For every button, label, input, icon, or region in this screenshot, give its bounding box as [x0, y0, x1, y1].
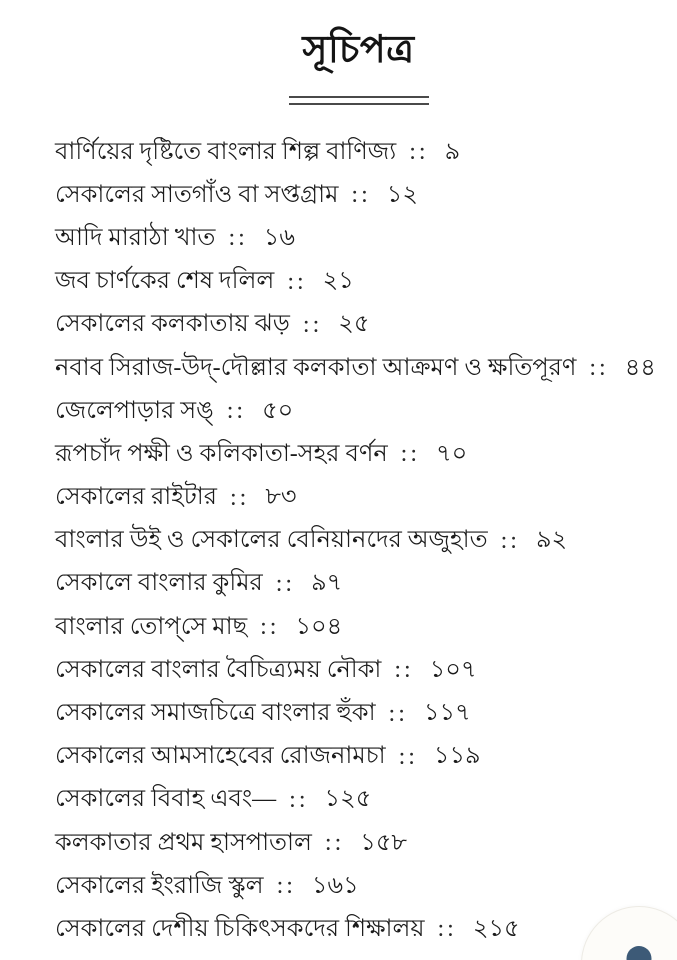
- toc-entry: [55, 908, 657, 951]
- toc-entry-page: ১১৯: [433, 743, 481, 770]
- toc-entry: [55, 390, 657, 433]
- toc-entry-title: সেকালের বাংলার বৈচিত্র্যময় নৌকা: [55, 656, 382, 683]
- toc-entry-page: ১৬১: [311, 872, 359, 899]
- toc-entry: [55, 131, 657, 174]
- toc-entry: [55, 563, 657, 606]
- title-underline: [289, 96, 429, 105]
- toc-separator: ::: [398, 743, 418, 770]
- toc-separator: ::: [351, 182, 371, 209]
- toc-entry-page: ১০৭: [429, 656, 477, 683]
- toc-separator: ::: [226, 398, 247, 425]
- toc-separator: ::: [388, 700, 408, 727]
- toc-entry-title: বাংলার উই ও সেকালের বেনিয়ানদের অজুহাত: [55, 527, 488, 554]
- toc-separator: ::: [589, 355, 609, 382]
- toc-separator: ::: [260, 614, 280, 641]
- toc-entry-page: ১২: [386, 181, 418, 208]
- toc-separator: ::: [302, 311, 323, 338]
- toc-entry: [55, 649, 657, 692]
- toc-entry-title: সেকালের সমাজচিত্রে বাংলার হুঁকা: [55, 700, 376, 727]
- toc-entry-page: ১৫৮: [360, 829, 407, 856]
- toc-entry-title: সেকালের আমসাহেবের রোজনামচা: [55, 743, 386, 770]
- toc-entry-title: সেকালে বাংলার কুমির: [55, 570, 263, 597]
- toc-separator: ::: [400, 441, 421, 468]
- toc-separator: ::: [437, 916, 457, 943]
- toc-entry-page: ১৬: [263, 224, 295, 251]
- toc-entry-title: কলকাতার প্রথম হাসপাতাল: [55, 829, 312, 856]
- toc-separator: ::: [324, 830, 345, 857]
- toc-list: [0, 105, 677, 952]
- toc-separator: ::: [500, 527, 520, 554]
- toc-entry-page: ৯: [444, 138, 461, 165]
- toc-entry-page: ১০৪: [295, 613, 343, 640]
- toc-entry: [55, 217, 657, 260]
- toc-entry: [55, 865, 657, 908]
- toc-entry: [55, 779, 657, 822]
- toc-entry-title: আদি মারাঠা খাত: [55, 224, 216, 251]
- toc-entry: [55, 433, 657, 476]
- toc-separator: ::: [275, 570, 296, 597]
- toc-entry-page: ৫০: [262, 397, 294, 424]
- page-title: সূচিপত্র: [302, 29, 415, 71]
- toc-entry-title: সেকালের ইংরাজি স্কুল: [55, 872, 264, 899]
- toc-entry-title: বার্ণিয়ের দৃষ্টিতে বাংলার শিল্প বাণিজ্য: [55, 138, 397, 165]
- toc-separator: ::: [276, 873, 296, 900]
- toc-separator: ::: [229, 484, 250, 511]
- toc-entry: [55, 606, 657, 649]
- toc-entry-page: ৭০: [436, 440, 468, 467]
- toc-entry: [55, 520, 657, 563]
- toc-separator: ::: [394, 657, 414, 684]
- toc-separator: ::: [289, 786, 309, 813]
- toc-entry-title: রূপচাঁদ পক্ষী ও কলিকাতা-সহর বর্ণন: [55, 440, 388, 467]
- toc-entry-page: ৯২: [535, 527, 568, 554]
- blue-dot-icon: [627, 946, 652, 960]
- toc-entry: [55, 174, 657, 217]
- toc-entry: [55, 304, 657, 347]
- toc-entry-page: ২১: [322, 268, 354, 295]
- toc-separator: ::: [228, 225, 248, 252]
- toc-entry-title: বাংলার তোপ্‌সে মাছ: [55, 613, 248, 640]
- toc-entry-page: ২৫: [338, 311, 370, 338]
- toc-entry: [55, 822, 657, 865]
- toc-separator: ::: [409, 139, 429, 166]
- toc-entry: [55, 347, 657, 390]
- toc-entry: [55, 736, 657, 779]
- toc-entry: [55, 477, 657, 520]
- toc-entry-title: নবাব সিরাজ-উদ্-দৌল্লার কলকাতা আক্রমণ ও ক্ষতিপূরণ: [55, 354, 577, 381]
- toc-entry-title: জেলেপাড়ার সঙ্‌: [55, 397, 214, 424]
- toc-entry-page: ৪৪: [624, 354, 656, 381]
- toc-header: [20, 0, 677, 105]
- toc-separator: ::: [287, 268, 307, 295]
- toc-entry-page: ৮৩: [265, 484, 297, 511]
- toc-entry-page: ২১৫: [472, 915, 520, 942]
- toc-entry-title: সেকালের কলকাতায় ঝড়: [55, 311, 290, 338]
- toc-entry-page: ৯৭: [311, 570, 343, 597]
- toc-entry-page: ১১৭: [423, 700, 471, 727]
- toc-entry-page: ১২৫: [324, 786, 372, 813]
- toc-entry-title: সেকালের সাতগাঁও বা সপ্তগ্রাম: [55, 181, 339, 208]
- toc-entry-title: সেকালের রাইটার: [55, 484, 217, 511]
- toc-entry-title: সেকালের বিবাহ এবং—: [55, 786, 277, 813]
- toc-entry-title: জব চার্ণকের শেষ দলিল: [55, 268, 275, 295]
- toc-entry-title: সেকালের দেশীয় চিকিৎসকদের শিক্ষালয়: [55, 915, 425, 942]
- toc-entry: [55, 261, 657, 304]
- toc-entry: [55, 692, 657, 735]
